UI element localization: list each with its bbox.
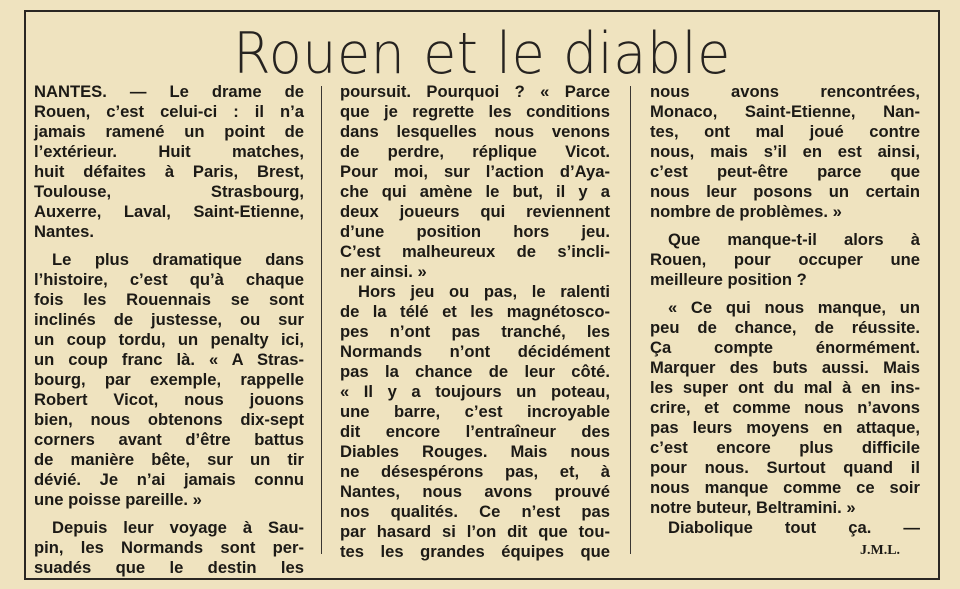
article-headline: Rouen et le diable — [233, 20, 731, 87]
article-column-1 — [34, 82, 304, 578]
article-text-line: poursuit. Pourquoi ? « Parce — [340, 82, 610, 101]
article-text-line: nous leur posons un certain — [650, 182, 920, 201]
article-text-line: l’histoire, c’est qu’à chaque — [34, 270, 304, 289]
article-text-line: suadés que le destin les — [34, 558, 304, 577]
article-text-line: « Ce qui nous manque, un — [668, 298, 920, 317]
article-text-line: crire, et comme nous n’avons — [650, 398, 920, 417]
article-text-line: un coup tordu, un penalty ici, — [34, 330, 304, 349]
article-text-line: nous, mais s’il en est ainsi, — [650, 142, 920, 161]
article-text-line: pin, les Normands sont per- — [34, 538, 304, 557]
article-text-line: les super ont du mal à en ins- — [650, 378, 920, 397]
author-signature: J.M.L. — [860, 543, 901, 558]
article-text-line: dans lesquelles nous venons — [340, 122, 610, 141]
article-text-line: de la télé et les magnétosco- — [340, 302, 610, 321]
article-text-line: tes les grandes équipes que — [340, 542, 610, 561]
article-text-line: corners avant d’être battus — [34, 430, 304, 449]
column-divider — [321, 86, 322, 554]
article-text-line: Marquer des buts aussi. Mais — [650, 358, 920, 377]
article-text-line: notre buteur, Beltramini. » — [650, 498, 856, 517]
article-text-line: Nantes, nous avons prouvé — [340, 482, 610, 501]
article-text-line: jamais ramené un point de — [34, 122, 304, 141]
article-text-line: par hasard si l’on dit que tou- — [340, 522, 610, 541]
article-text-line: « Il y a toujours un poteau, — [340, 382, 610, 401]
article-text-line: Ça compte énormément. — [650, 338, 920, 357]
paragraph-gap — [34, 242, 304, 250]
article-text-line: c’est encore plus difficile — [650, 438, 920, 457]
article-text-line: Depuis leur voyage à Sau- — [52, 518, 304, 537]
article-text-line: un coup franc là. « A Stras- — [34, 350, 304, 369]
article-text-line: Monaco, Saint-Etienne, Nan- — [650, 102, 920, 121]
article-text-line: l’extérieur. Huit matches, — [34, 142, 304, 161]
article-text-line: Rouen, c’est celui-ci : il n’a — [34, 102, 304, 121]
article-text-line: de perdre, réplique Vicot. — [340, 142, 610, 161]
article-text-line: Auxerre, Laval, Saint-Etienne, — [34, 202, 304, 221]
column-divider — [630, 86, 631, 554]
article-text-line: Que manque-t-il alors à — [668, 230, 920, 249]
article-text-line: Robert Vicot, nous jouons — [34, 390, 304, 409]
article-text-line: pes n’ont pas tranché, les — [340, 322, 610, 341]
article-text-line: dit encore l’entraîneur des — [340, 422, 610, 441]
paragraph-gap — [650, 222, 920, 230]
article-text-line: fois les Rouennais se sont — [34, 290, 304, 309]
article-text-line: nombre de problèmes. » — [650, 202, 842, 221]
article-text-line: pas la chance de leur côté. — [340, 362, 610, 381]
article-text-line: NANTES. — Le drame de — [34, 82, 304, 101]
article-text-line: c’est peut-être parce que — [650, 162, 920, 181]
article-text-line: nous manque comme ce soir — [650, 478, 920, 497]
article-text-line: Diables Rouges. Mais nous — [340, 442, 610, 461]
article-column-2 — [340, 82, 610, 562]
article-text-line: Le plus dramatique dans — [52, 250, 304, 269]
article-text-line: nos qualités. Ce n’est pas — [340, 502, 610, 521]
article-text-line: une barre, c’est incroyable — [340, 402, 610, 421]
article-text-line: d’une position hors jeu. — [340, 222, 610, 241]
article-text-line: meilleure position ? — [650, 270, 807, 289]
article-text-line: pour nous. Surtout quand il — [650, 458, 920, 477]
article-text-line: Normands n’ont décidément — [340, 342, 610, 361]
article-text-line: huit défaites à Paris, Brest, — [34, 162, 304, 181]
article-text-line: che qui amène le but, il y a — [340, 182, 610, 201]
article-text-line: deux joueurs qui reviennent — [340, 202, 610, 221]
article-text-line: Hors jeu ou pas, le ralenti — [358, 282, 610, 301]
article-text-line: pas leurs moyens en attaque, — [650, 418, 920, 437]
article-text-line: Nantes. — [34, 222, 94, 241]
article-text-line: peu de chance, de réussite. — [650, 318, 920, 337]
article-column-3 — [650, 82, 920, 538]
article-text-line: ne désespérons pas, et, à — [340, 462, 610, 481]
article-text-line: Rouen, pour occuper une — [650, 250, 920, 269]
article-text-line: Pour moi, sur l’action d’Aya- — [340, 162, 610, 181]
article-text-line: nous avons rencontrées, — [650, 82, 920, 101]
paragraph-gap — [650, 290, 920, 298]
article-text-line: de manière bête, sur un tir — [34, 450, 304, 469]
article-text-line: bien, nous obtenons dix-sept — [34, 410, 304, 429]
article-text-line: tes, ont mal joué contre — [650, 122, 920, 141]
paragraph-gap — [34, 510, 304, 518]
article-text-line: Diabolique tout ça. — — [668, 518, 920, 537]
article-text-line: Toulouse, Strasbourg, — [34, 182, 304, 201]
article-text-line: que je regrette les conditions — [340, 102, 610, 121]
article-text-line: ner ainsi. » — [340, 262, 427, 281]
article-text-line: dévié. Je n’ai jamais connu — [34, 470, 304, 489]
article-text-line: inclinés de justesse, ou sur — [34, 310, 304, 329]
article-text-line: une poisse pareille. » — [34, 490, 202, 509]
article-text-line: bourg, par exemple, rappelle — [34, 370, 304, 389]
article-text-line: C’est malheureux de s’incli- — [340, 242, 610, 261]
